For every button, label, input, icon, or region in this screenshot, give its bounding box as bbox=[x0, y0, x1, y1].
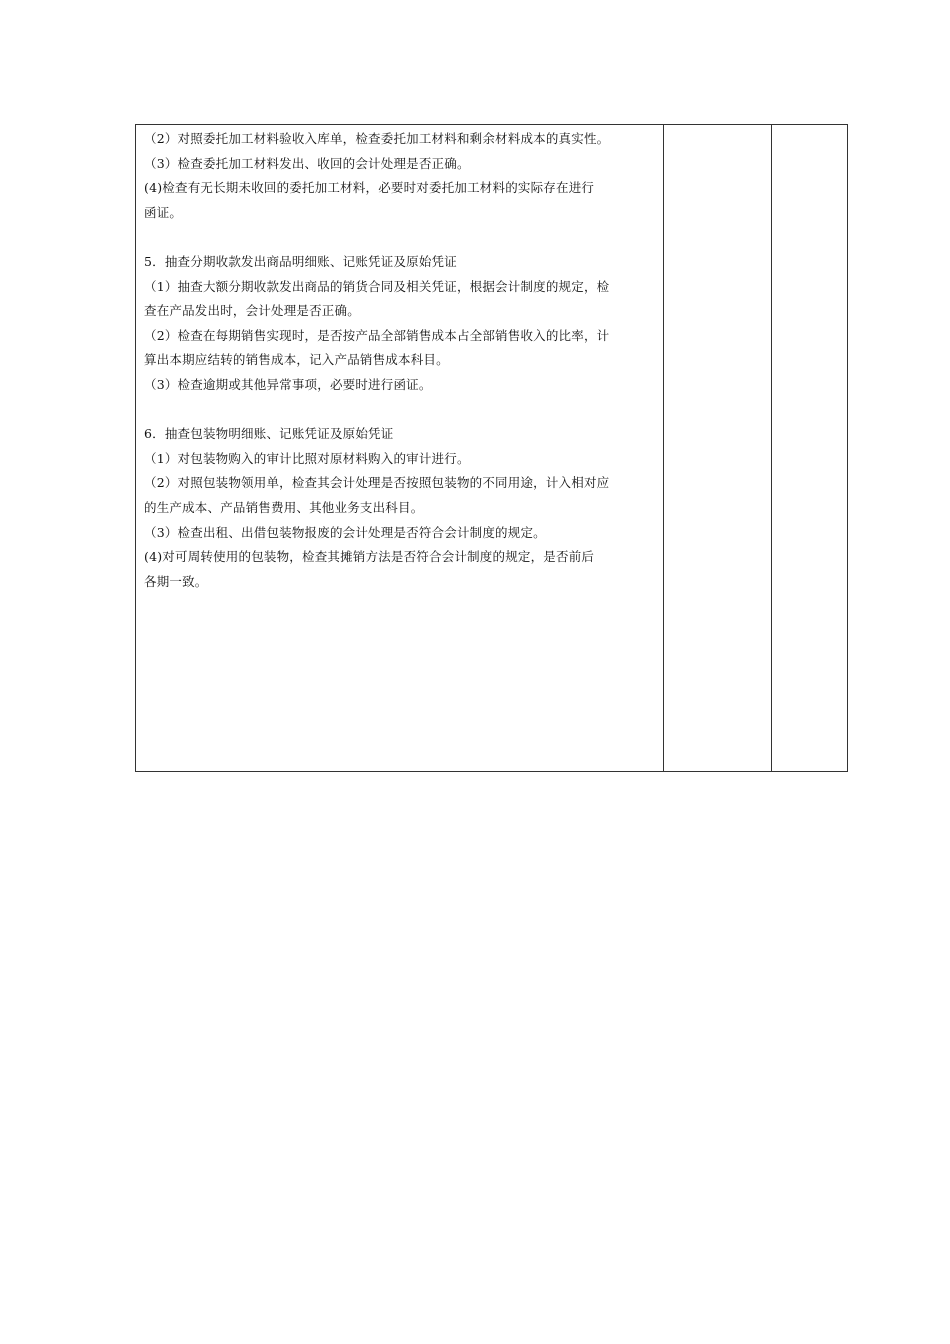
blank-line bbox=[144, 398, 657, 423]
procedure-line: （3）检查出租、出借包装物报废的会计处理是否符合会计制度的规定。 bbox=[144, 524, 546, 540]
procedures-cell bbox=[136, 125, 664, 772]
audit-procedures-table bbox=[135, 124, 848, 772]
procedure-line: （2）检查在每期销售实现时，是否按产品全部销售成本占全部销售收入的比率，计 bbox=[144, 327, 610, 343]
procedure-line: （1）对包装物购入的审计比照对原材料购入的审计进行。 bbox=[144, 450, 470, 466]
procedure-line: 算出本期应结转的销售成本，记入产品销售成本科目。 bbox=[144, 352, 449, 368]
procedure-line: （2）对照包装物领用单，检查其会计处理是否按照包装物的不同用途，计入相对应 bbox=[144, 475, 610, 491]
procedure-line: 的生产成本、产品销售费用、其他业务支出科目。 bbox=[144, 499, 424, 515]
empty-cell-column-2 bbox=[664, 125, 772, 772]
procedure-line: （3）检查委托加工材料发出、收回的会计处理是否正确。 bbox=[144, 155, 470, 171]
procedures-text bbox=[136, 125, 663, 594]
procedure-line: （1）抽查大额分期收款发出商品的销货合同及相关凭证，根据会计制度的规定，检 bbox=[144, 278, 610, 294]
procedure-line: 各期一致。 bbox=[144, 573, 208, 589]
procedure-line: （3）检查逾期或其他异常事项，必要时进行函证。 bbox=[144, 376, 432, 392]
blank-line bbox=[144, 225, 657, 250]
section-heading-6: 6．抽查包装物明细账、记账凭证及原始凭证 bbox=[144, 426, 394, 442]
procedure-line: 查在产品发出时，会计处理是否正确。 bbox=[144, 303, 360, 319]
procedure-line: （2）对照委托加工材料验收入库单，检查委托加工材料和剩余材料成本的真实性。 bbox=[144, 131, 610, 146]
section-heading-5: 5．抽查分期收款发出商品明细账、记账凭证及原始凭证 bbox=[144, 253, 457, 269]
table-row bbox=[136, 125, 848, 772]
procedure-line: (4)检查有无长期未收回的委托加工材料，必要时对委托加工材料的实际存在进行 bbox=[144, 180, 595, 196]
empty-cell-column-3 bbox=[772, 125, 848, 772]
procedure-line: 函证。 bbox=[144, 204, 183, 220]
procedure-line: (4)对可周转使用的包装物，检查其摊销方法是否符合会计制度的规定，是否前后 bbox=[144, 549, 595, 565]
